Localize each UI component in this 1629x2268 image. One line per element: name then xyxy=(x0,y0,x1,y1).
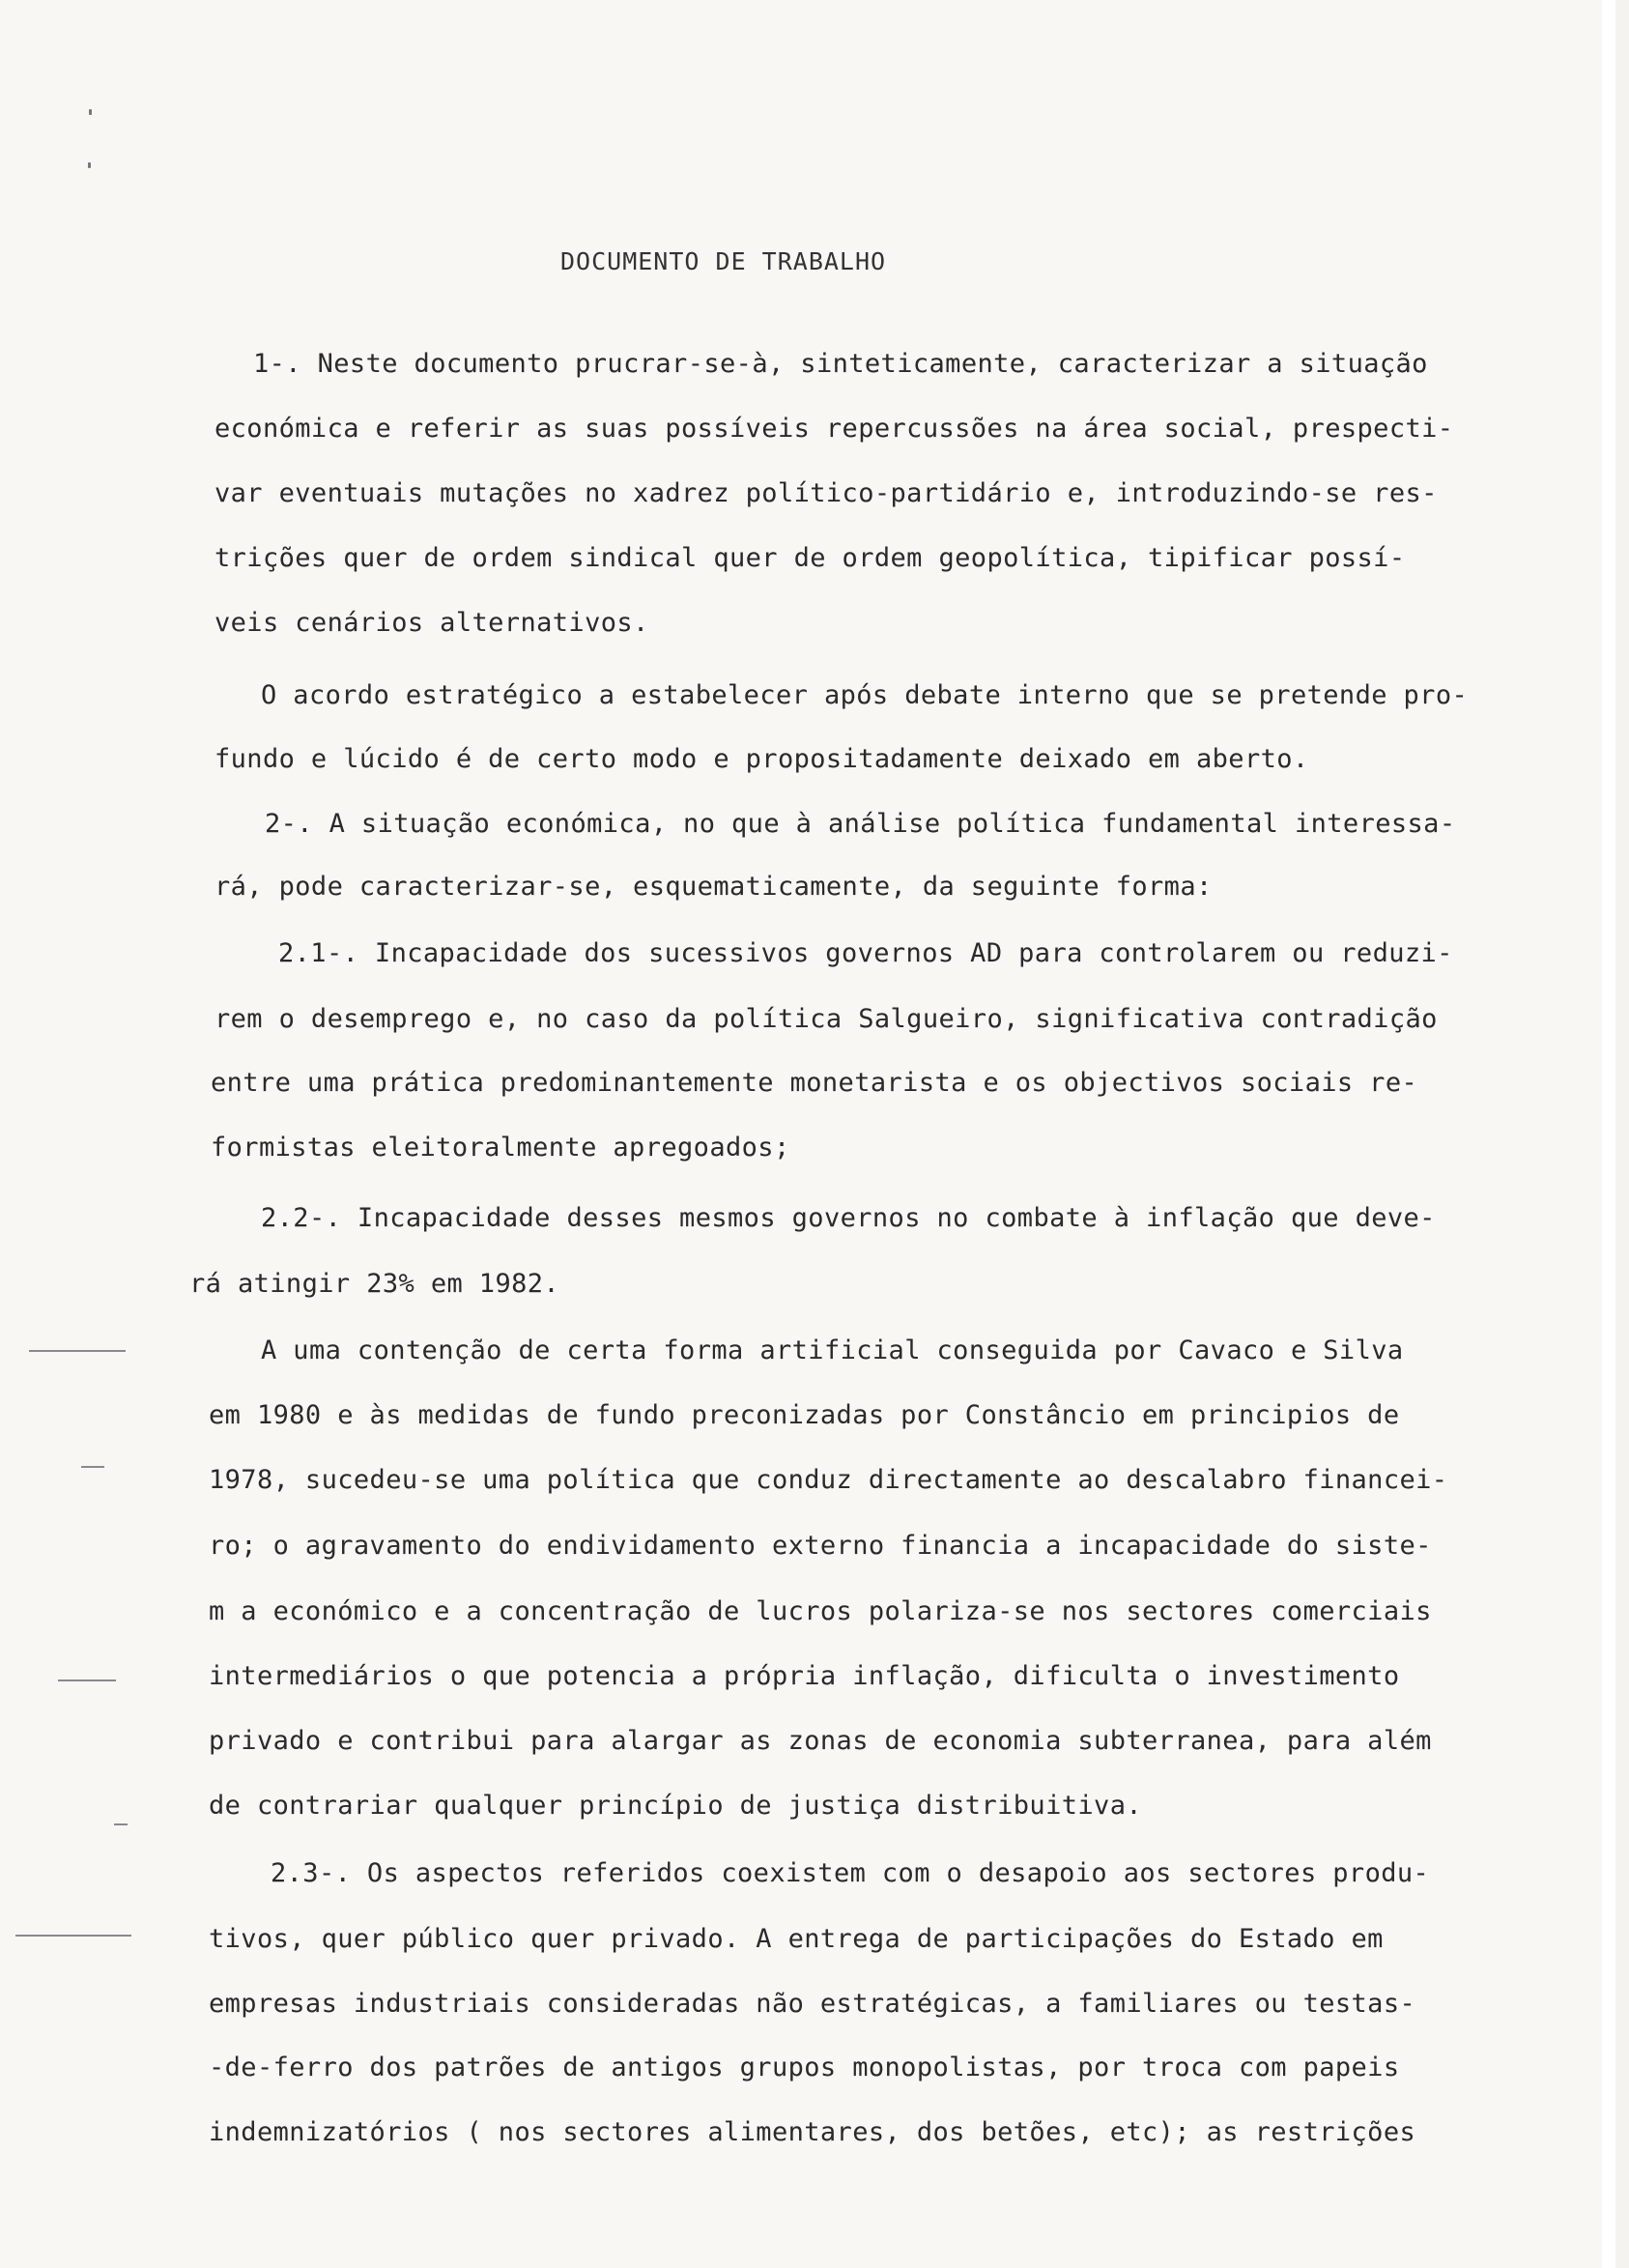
text-line: de contrariar qualquer princípio de justiça distribuitiva. xyxy=(209,1791,1143,1821)
text-line: var eventuais mutações no xadrez político-partidário e, introduzindo-se res- xyxy=(214,478,1438,508)
text-line: indemnizatórios ( nos sectores alimentares, dos betões, etc); as restrições xyxy=(209,2117,1416,2147)
text-line: tivos, quer público quer privado. A entrega de participações do Estado em xyxy=(209,1924,1384,1954)
text-line: económica e referir as suas possíveis repercussões na área social, prespecti- xyxy=(214,414,1454,444)
text-line: O acordo estratégico a estabelecer após debate interno que se pretende pro- xyxy=(261,680,1469,710)
text-line: 1-. Neste documento prucrar-se-à, sinteticamente, caracterizar a situação xyxy=(253,349,1428,379)
margin-mark xyxy=(114,1823,128,1825)
text-line: fundo e lúcido é de certo modo e propositadamente deixado em aberto. xyxy=(214,744,1309,774)
text-line: 2.3-. Os aspectos referidos coexistem com o desapoio aos sectores produ- xyxy=(271,1858,1430,1888)
text-line: veis cenários alternativos. xyxy=(214,608,649,638)
text-line: intermediários o que potencia a própria inflação, dificulta o investimento xyxy=(209,1661,1400,1691)
text-line: m a económico e a concentração de lucros polariza-se nos sectores comerciais xyxy=(209,1596,1432,1626)
text-line: rá atingir 23% em 1982. xyxy=(189,1269,560,1299)
margin-mark xyxy=(15,1935,131,1937)
text-line: 2.2-. Incapacidade desses mesmos governos no combate à inflação que deve- xyxy=(261,1203,1436,1233)
margin-mark xyxy=(81,1466,104,1468)
text-line: formistas eleitoralmente apregoados; xyxy=(211,1133,790,1163)
margin-mark xyxy=(89,109,92,115)
text-line: 2-. A situação económica, no que à análise política fundamental interessa- xyxy=(265,809,1456,839)
text-line: A uma contenção de certa forma artificial conseguida por Cavaco e Silva xyxy=(261,1335,1404,1365)
margin-mark xyxy=(29,1350,126,1352)
text-line: -de-ferro dos patrões de antigos grupos monopolistas, por troca com papeis xyxy=(209,2053,1400,2082)
text-line: em 1980 e às medidas de fundo preconizadas por Constâncio em principios de xyxy=(209,1400,1400,1430)
text-line: rá, pode caracterizar-se, esquematicamente, da seguinte forma: xyxy=(214,872,1213,902)
text-line: 1978, sucedeu-se uma política que conduz directamente ao descalabro financei- xyxy=(209,1465,1448,1495)
text-line: ro; o agravamento do endividamento externo financia a incapacidade do siste- xyxy=(209,1531,1432,1561)
margin-mark xyxy=(58,1679,116,1681)
text-line: rem o desemprego e, no caso da política Salgueiro, significativa contradição xyxy=(214,1004,1438,1034)
text-line: empresas industriais consideradas não estratégicas, a familiares ou testas- xyxy=(209,1989,1416,2019)
document-title: DOCUMENTO DE TRABALHO xyxy=(560,247,887,275)
margin-mark xyxy=(88,162,91,168)
text-line: privado e contribui para alargar as zonas de economia subterranea, para além xyxy=(209,1726,1432,1756)
text-line: 2.1-. Incapacidade dos sucessivos governos AD para controlarem ou reduzi- xyxy=(278,938,1453,968)
text-line: trições quer de ordem sindical quer de ordem geopolítica, tipificar possí- xyxy=(214,543,1406,573)
text-line: entre uma prática predominantemente monetarista e os objectivos sociais re- xyxy=(211,1068,1418,1098)
